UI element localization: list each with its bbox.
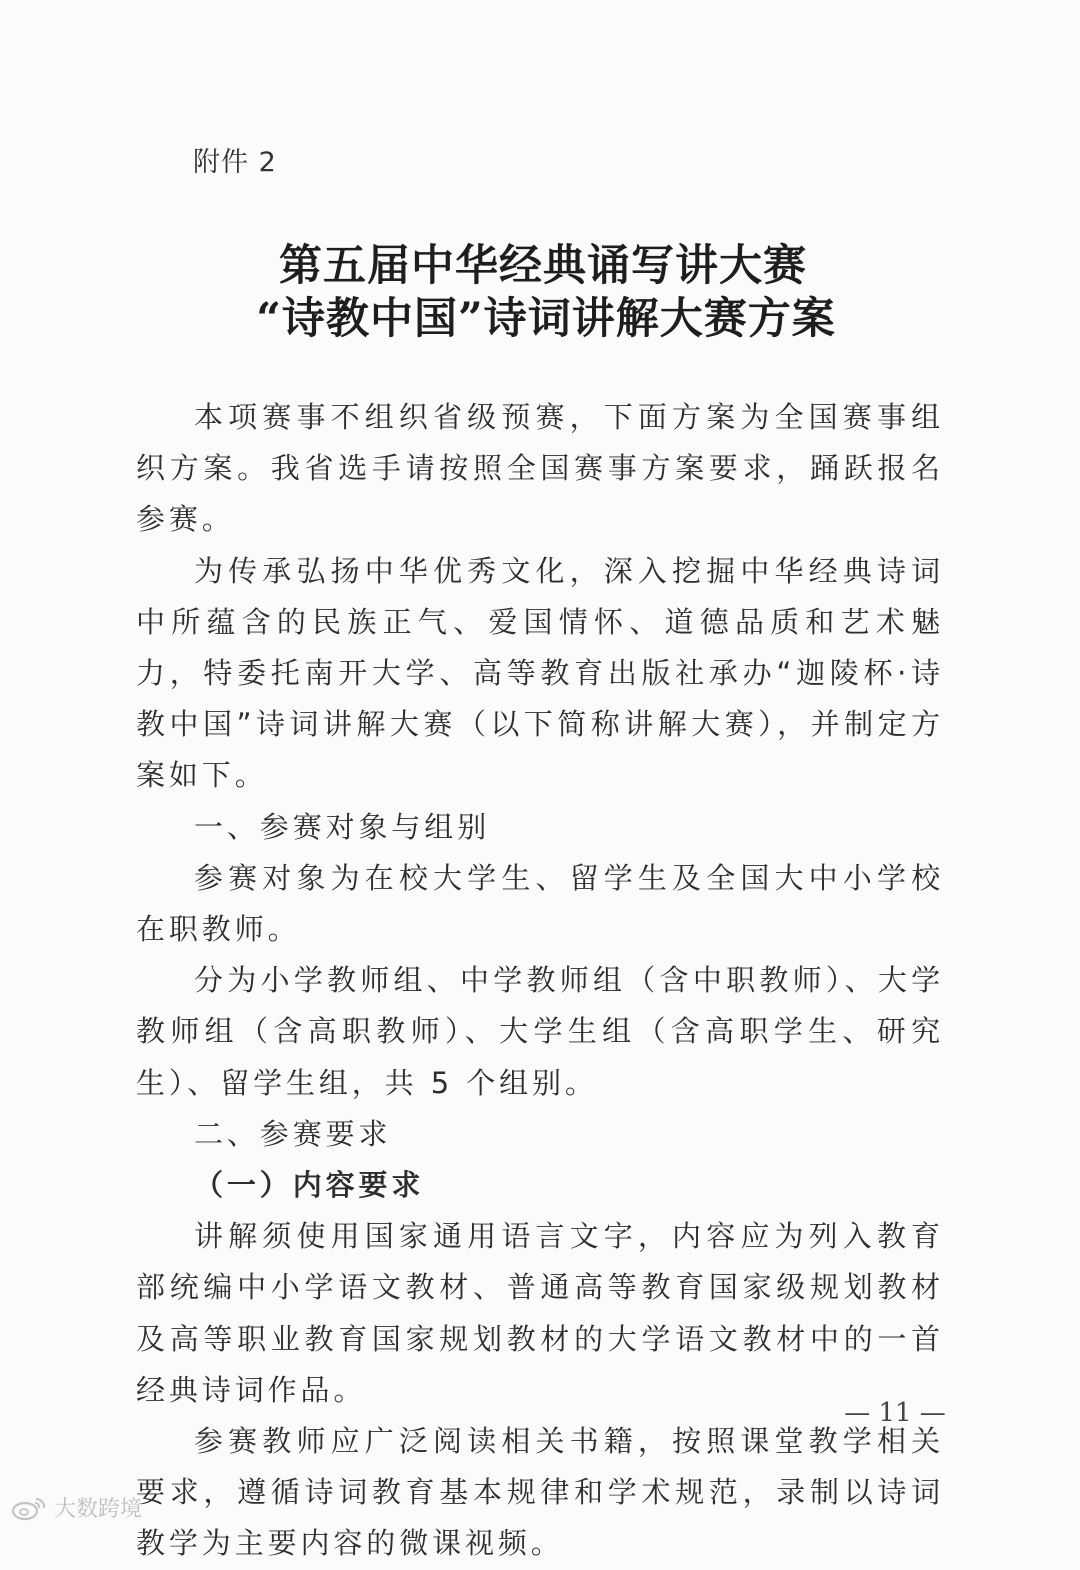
document-body [136,392,944,1570]
title-line-1: 第五届中华经典诵写讲大赛 [279,241,807,291]
attachment-label: 附件 2 [193,147,277,178]
section-2-subheading: （一）内容要求 [194,1168,425,1203]
page-number: — 11 — [844,1398,946,1428]
section-1-paragraph-2: 分为小学教师组、中学教师组（含中职教师）、大学教师组（含高职教师）、大学生组（含高职学生、研究生）、留学生组，共 5 个组别。 [136,963,944,1100]
weibo-logo-icon [10,1495,48,1521]
section-2-heading: 二、参赛要求 [194,1116,392,1151]
section-2-paragraph-2: 参赛教师应广泛阅读相关书籍，按照课堂教学相关要求，遵循诗词教育基本规律和学术规范，录制以诗词教学为主要内容的微课视频。 [136,1424,944,1561]
watermark [10,1492,142,1523]
paragraph-intro-2: 为传承弘扬中华优秀文化，深入挖掘中华经典诗词中所蕴含的民族正气、爱国情怀、道德品质和艺术魅力，特委托南开大学、高等教育出版社承办“迦陵杯·诗教中国”诗词讲解大赛（以下简称讲解大赛），并制定方案如下。 [136,553,944,793]
paragraph-intro-1: 本项赛事不组织省级预赛，下面方案为全国赛事组织方案。我省选手请按照全国赛事方案要求，踊跃报名参赛。 [136,400,944,537]
section-1-heading: 一、参赛对象与组别 [194,809,491,844]
section-1-paragraph-1: 参赛对象为在校大学生、留学生及全国大中小学校在职教师。 [136,860,944,947]
watermark-text: 大数跨境 [54,1497,143,1522]
section-2-paragraph-1: 讲解须使用国家通用语言文字，内容应为列入教育部统编中小学语文教材、普通高等教育国家级规划教材及高等职业教育国家规划教材的大学语文教材中的一首经典诗词作品。 [136,1219,944,1407]
title-line-2: “诗教中国”诗词讲解大赛方案 [256,294,836,344]
